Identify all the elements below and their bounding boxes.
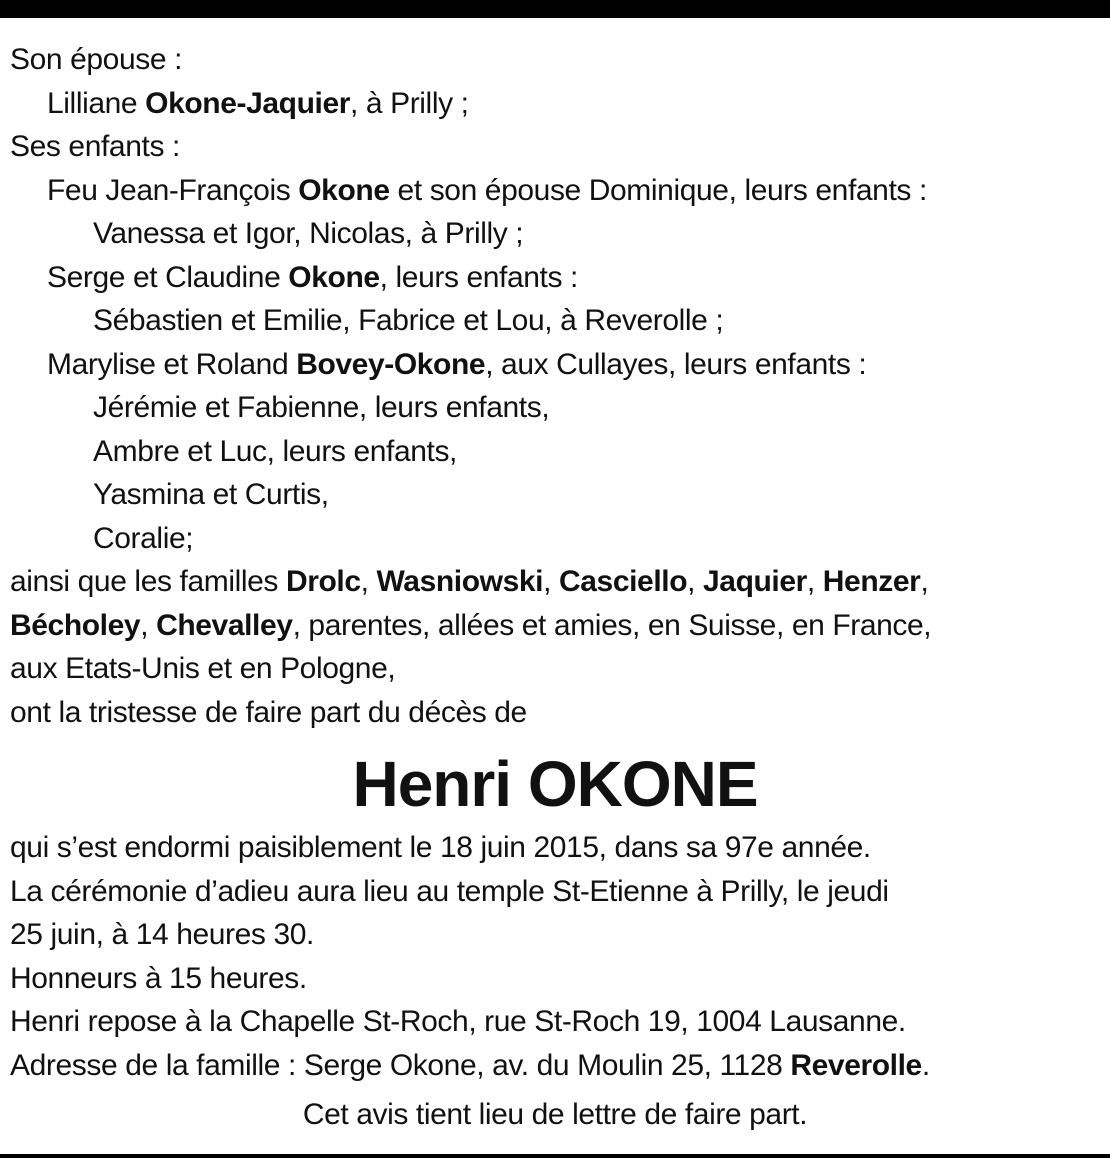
deceased-name: Henri OKONE (352, 748, 758, 820)
detail-line-5: Henri repose à la Chapelle St-Roch, rue St-Roch 19, 1004 Lausanne. (10, 1005, 906, 1038)
death-notice (10, 38, 1100, 1137)
top-rule (0, 0, 1110, 18)
relatives-line-1: ainsi que les familles Drolc, Wasniowski, Casciello, Jaquier, Henzer, (10, 565, 929, 598)
footer-note: Cet avis tient lieu de lettre de faire part. (302, 1098, 808, 1131)
grandchildren-line-3c: Yasmina et Curtis, (93, 478, 329, 511)
detail-line-2: La cérémonie d’adieu aura lieu au temple St-Etienne à Prilly, le jeudi (10, 874, 889, 908)
child-line-3: Marylise et Roland Bovey-Okone, aux Cullayes, leurs enfants : (47, 347, 867, 381)
relatives-line-3: aux Etats-Unis et en Pologne, (10, 652, 396, 685)
relatives-line-2: Bécholey, Chevalley, parentes, allées et amies, en Suisse, en France, (10, 608, 932, 642)
family-address: Adresse de la famille : Serge Okone, av. du Moulin 25, 1128 Reverolle. (10, 1048, 930, 1082)
detail-line-1: qui s’est endormi paisiblement le 18 juin 2015, dans sa 97e année. (10, 831, 871, 864)
spouse-surname: Okone-Jaquier (145, 86, 350, 120)
detail-line-3: 25 juin, à 14 heures 30. (10, 918, 314, 951)
address-town: Reverolle (790, 1048, 922, 1082)
grandchildren-line-3d: Coralie; (93, 521, 194, 555)
child-line-2: Serge et Claudine Okone, leurs enfants : (47, 260, 578, 294)
bottom-rule (0, 1154, 1110, 1158)
children-heading: Ses enfants : (10, 130, 180, 163)
grandchildren-line-2: Sébastien et Emilie, Fabrice et Lou, à Reverolle ; (93, 304, 724, 337)
grandchildren-line-1: Vanessa et Igor, Nicolas, à Prilly ; (93, 217, 524, 250)
spouse-line: Lilliane Okone-Jaquier, à Prilly ; (47, 86, 469, 120)
announcement-line: ont la tristesse de faire part du décès de (10, 695, 527, 729)
grandchildren-line-3a: Jérémie et Fabienne, leurs enfants, (93, 391, 550, 424)
child-line-1: Feu Jean-François Okone et son épouse Dominique, leurs enfants : (47, 173, 927, 207)
spouse-heading: Son épouse : (10, 43, 183, 76)
grandchildren-line-3b: Ambre et Luc, leurs enfants, (93, 434, 457, 468)
detail-line-4: Honneurs à 15 heures. (10, 961, 307, 995)
